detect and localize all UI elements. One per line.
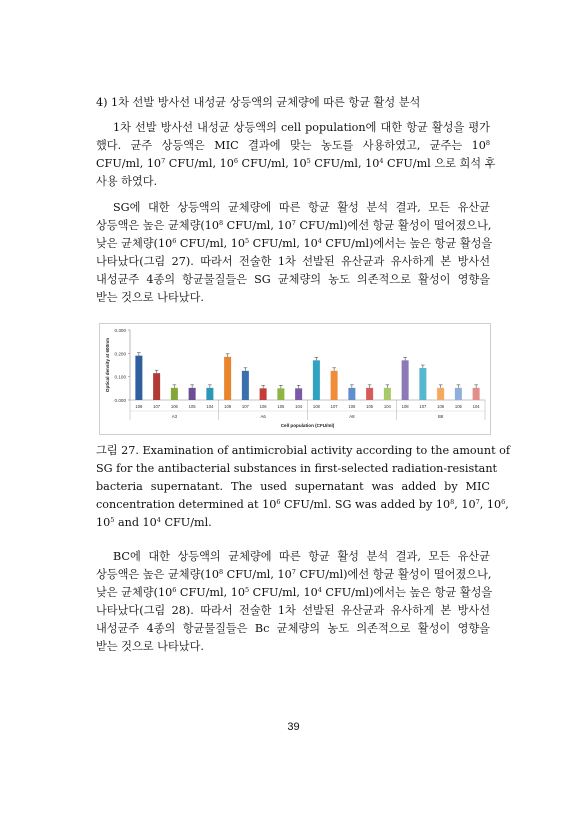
bar <box>295 388 302 400</box>
x-tick-label: 104 <box>206 404 214 409</box>
group-label: A8 <box>349 414 355 419</box>
exponent: 6 <box>233 157 238 165</box>
exponent: 4 <box>317 586 322 594</box>
caption-line: $10^5$ and $10^4$ CFU/ml. <box>96 516 212 529</box>
bar <box>455 388 462 400</box>
bar <box>348 388 355 400</box>
paragraph-line: 낮은 균체량($10^6$ CFU/ml, $10^5$ CFU/ml, $10^4$ CFU/ml)에서는 높은 항균 활성을 <box>96 237 493 250</box>
y-tick-label: 0.300 <box>114 328 126 333</box>
exponent: 5 <box>244 586 250 594</box>
bar <box>366 388 373 400</box>
paragraph-line: 사용 하였다. <box>96 175 158 188</box>
x-axis-label: Cell population (CFU/ml) <box>280 423 335 428</box>
bar <box>135 356 142 400</box>
bar <box>402 360 409 400</box>
bar <box>206 388 213 400</box>
exponent: 4 <box>317 237 322 245</box>
x-tick-label: 106 <box>259 404 267 409</box>
section-heading: 4) 1차 선발 방사선 내성균 상등액의 균체량에 따른 항균 활성 분석 <box>96 96 421 109</box>
x-tick-label: 106 <box>437 404 445 409</box>
x-tick-label: 105 <box>277 404 285 409</box>
bar <box>331 371 338 400</box>
exponent: 6 <box>501 498 506 506</box>
y-tick-label: 0.200 <box>114 351 126 357</box>
bar <box>437 388 444 400</box>
exponent: 5 <box>110 516 115 524</box>
x-tick-label: 105 <box>454 404 462 409</box>
exponent: 8 <box>485 139 490 147</box>
paragraph-line: SG에 대한 상등액의 균체량에 따른 항균 활성 분석 결과, 모든 유산균 <box>113 201 490 214</box>
x-tick-label: 105 <box>188 404 196 409</box>
bar <box>224 357 231 400</box>
paragraph-line: 상등액은 높은 균체량($10^8$ CFU/ml, $10^7$ CFU/ml)에선 항균 활성이 떨어졌으나, <box>96 219 492 232</box>
caption-line: 그림 27. Examination of antimicrobial activity according to the amount of <box>96 444 511 457</box>
x-tick-label: 107 <box>419 404 427 409</box>
exponent: 7 <box>291 568 296 576</box>
y-tick-label: 0.000 <box>114 398 126 403</box>
page-number: 39 <box>287 721 300 733</box>
exponent: 4 <box>379 157 384 165</box>
group-label: A3 <box>171 414 178 419</box>
x-tick-label: 105 <box>366 404 374 409</box>
exponent: 6 <box>172 586 177 594</box>
paragraph-line: 나타났다(그림 27). 따라서 전술한 1차 선발된 유산균과 유사하게 본 방사선 <box>96 255 490 268</box>
caption-line: SG for the antibacterial substances in first-selected radiation-resistant <box>96 462 498 475</box>
exponent: 8 <box>218 568 224 576</box>
paragraph-line: 내성균주 4종의 항균물질들은 Bc 균체량의 농도 의존적으로 활성이 영향을 <box>96 622 490 635</box>
paragraph-line: 받는 것으로 나타났다. <box>96 640 204 653</box>
bar <box>189 388 196 400</box>
exponent: 4 <box>156 516 161 524</box>
paragraph-line: 1차 선발 방사선 내성균 상등액의 cell population에 대한 항균 활성을 평가 <box>113 121 490 134</box>
paragraph-line: 내성균주 4종의 항균물질들은 SG 균체량의 농도 의존적으로 활성이 영향을 <box>96 273 490 286</box>
y-axis-label: Optical density at 600nm <box>105 337 110 393</box>
x-tick-label: 107 <box>153 404 161 409</box>
x-tick-label: 107 <box>330 404 338 409</box>
bar <box>277 388 284 400</box>
bar <box>473 388 480 400</box>
x-tick-label: 106 <box>170 404 178 409</box>
exponent: 6 <box>276 498 281 506</box>
exponent: 7 <box>291 219 296 227</box>
exponent: 8 <box>450 498 455 506</box>
bar <box>171 388 178 400</box>
paragraph-line: 받는 것으로 나타났다. <box>96 291 204 304</box>
paragraph-line: 했다. 균주 상등액은 MIC 결과에 맞는 농도를 사용하였고, 균주는 $10^8$ <box>96 139 490 152</box>
bar-chart <box>100 324 490 434</box>
paragraph-line: CFU/ml, $10^7$ CFU/ml, $10^6$ CFU/ml, $10^5$ CFU/ml, $10^4$ CFU/ml 으로 희석 후 <box>96 157 496 170</box>
exponent: 5 <box>306 157 311 165</box>
x-tick-label: 108 <box>135 404 143 409</box>
x-tick-label: 104 <box>383 404 391 409</box>
x-tick-label: 106 <box>348 404 356 409</box>
x-tick-label: 108 <box>312 404 320 409</box>
exponent: 7 <box>475 498 480 506</box>
exponent: 7 <box>161 157 166 165</box>
x-tick-label: 104 <box>295 404 303 409</box>
exponent: 8 <box>218 219 224 227</box>
exponent: 5 <box>244 237 250 245</box>
bar <box>313 360 320 400</box>
x-tick-label: 104 <box>472 404 480 409</box>
bar <box>242 371 249 400</box>
group-label: A6 <box>260 414 266 419</box>
caption-line: bacteria supernatant. The used supernatant was added by MIC <box>96 480 490 493</box>
bar <box>384 388 391 400</box>
bar <box>419 368 426 400</box>
paragraph-line: 나타났다(그림 28). 따라서 전술한 1차 선발된 유산균과 유사하게 본 방사선 <box>96 604 490 617</box>
group-label: B8 <box>437 414 444 419</box>
x-tick-label: 108 <box>401 404 409 409</box>
paragraph-line: 낮은 균체량($10^6$ CFU/ml, $10^5$ CFU/ml, $10^4$ CFU/ml)에서는 높은 항균 활성을 <box>96 586 493 599</box>
x-tick-label: 107 <box>241 404 249 409</box>
bar <box>153 373 160 400</box>
x-tick-label: 108 <box>224 404 232 409</box>
y-tick-label: 0.100 <box>114 374 126 380</box>
bar <box>260 388 267 400</box>
paragraph-line: 상등액은 높은 균체량($10^8$ CFU/ml, $10^7$ CFU/ml)에선 항균 활성이 떨어졌으나, <box>96 568 492 581</box>
figure-27-chart <box>99 323 491 435</box>
caption-line: concentration determined at $10^6$ CFU/ml. SG was added by $10^8$, $10^7$, $10^6$, <box>96 498 509 511</box>
exponent: 6 <box>172 237 177 245</box>
paragraph-line: BC에 대한 상등액의 균체량에 따른 항균 활성 분석 결과, 모든 유산균 <box>113 550 490 563</box>
